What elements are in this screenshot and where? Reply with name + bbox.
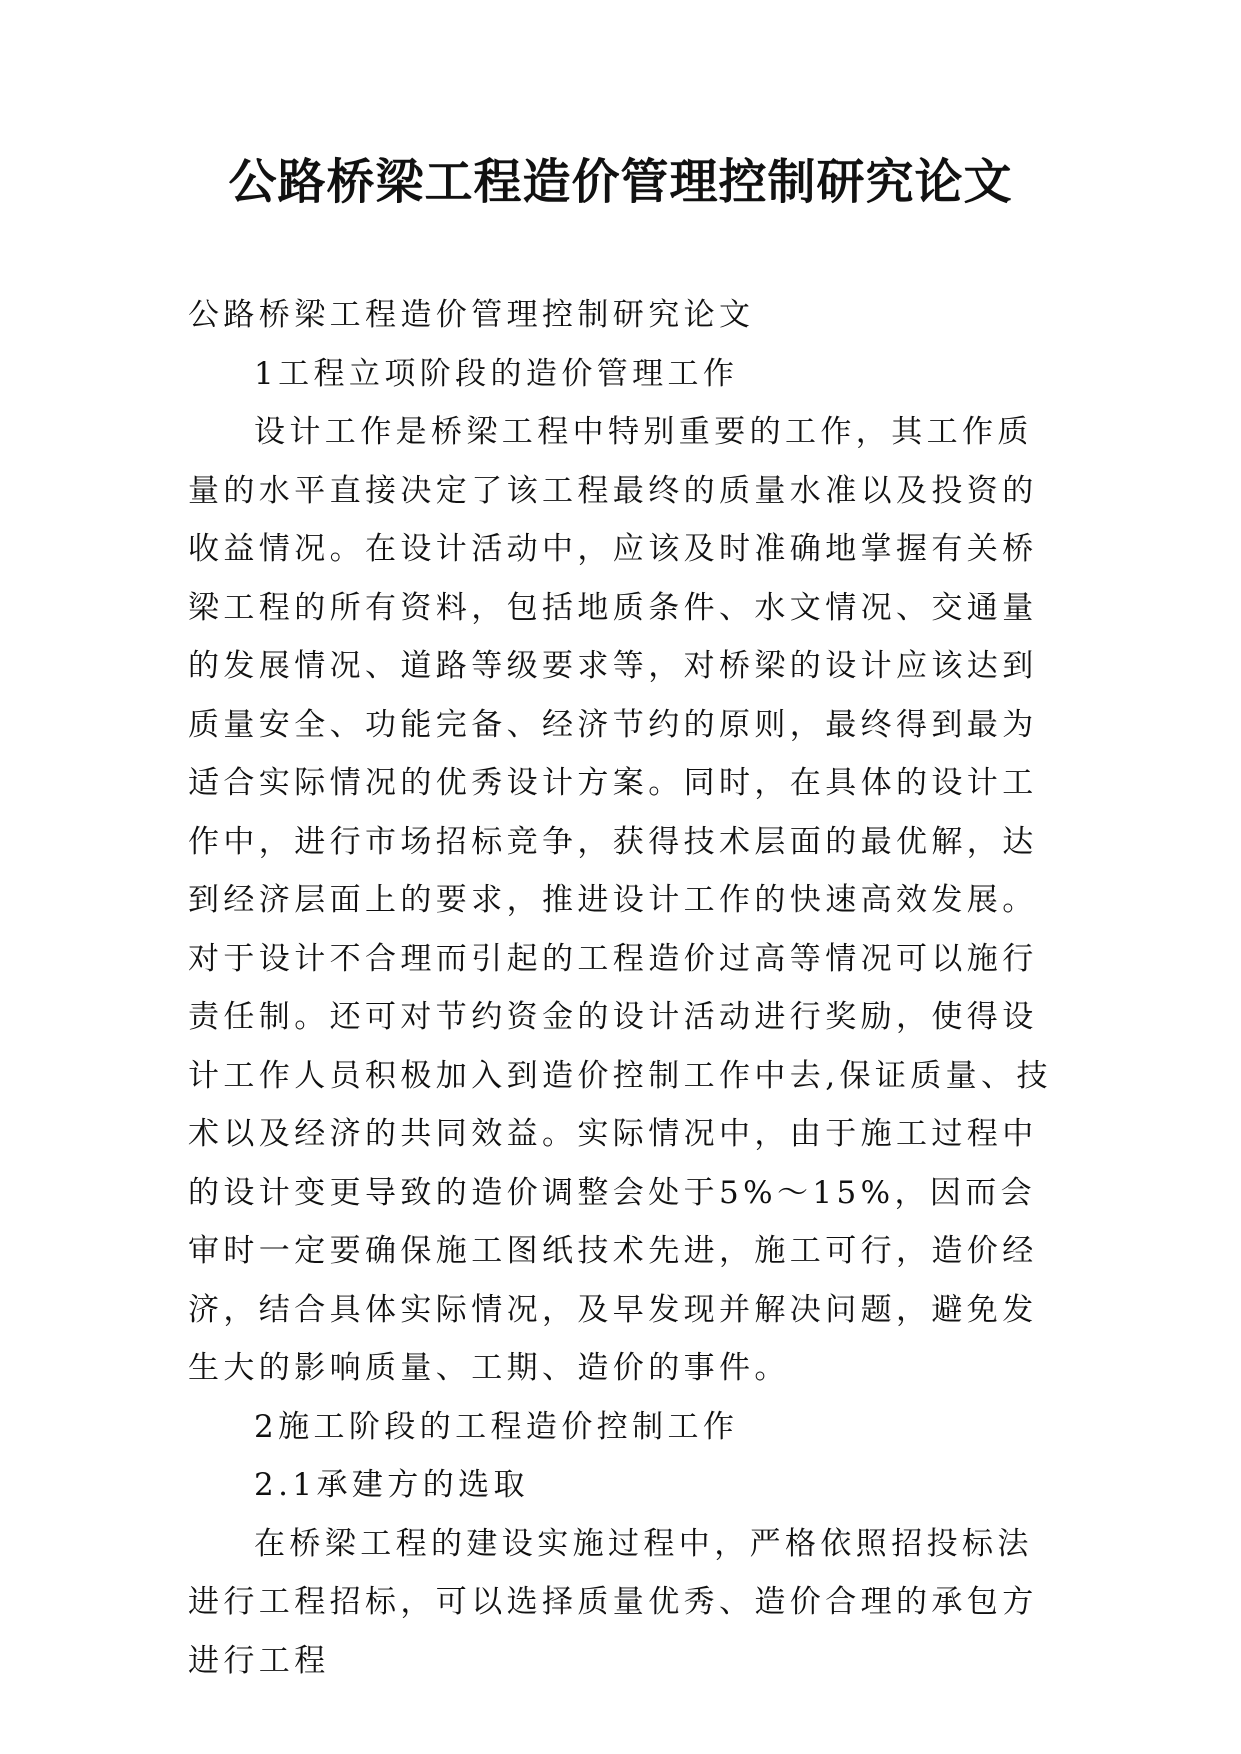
document-subtitle: 公路桥梁工程造价管理控制研究论文 [188, 297, 755, 333]
section-1-paragraph: 设计工作是桥梁工程中特别重要的工作，其工作质量的水平直接决定了该工程最终的质量水准以及投资的收益情况。在设计活动中，应该及时准确地掌握有关桥梁工程的所有资料，包括地质条件、水文情况、交通量的发展情况、道路等级要求等，对桥梁的设计应该达到质量安全、功能完备、经济节约的原则，最终得到最为适合实际情况的优秀设计方案。同时，在具体的设计工作中，进行市场招标竞争，获得技术层面的最优解，达到经济层面上的要求，推进设计工作的快速高效发展。对于设计不合理而引起的工程造价过高等情况可以施行责任制。还可对节约资金的设计活动进行奖励，使得设计工作人员积极加入到造价控制工作中去,保证质量、技术以及经济的共同效益。实际情况中，由于施工过程中的设计变更导致的造价调整会处于5%～15%，因而会审时一定要确保施工图纸技术先进，施工可行，造价经济，结合具体实际情况，及早发现并解决问题，避免发生大的影响质量、工期、造价的事件。 [188, 414, 1052, 1386]
section-2-1-paragraph: 在桥梁工程的建设实施过程中，严格依照招投标法进行工程招标，可以选择质量优秀、造价合理的承包方进行工程 [188, 1525, 1038, 1679]
section-2-1-heading: 2.1承建方的选取 [254, 1467, 529, 1503]
section-2-heading: 2施工阶段的工程造价控制工作 [254, 1408, 739, 1445]
section-1-heading: 1工程立项阶段的造价管理工作 [254, 355, 739, 392]
document-body [188, 286, 1068, 1690]
document-title: 公路桥梁工程造价管理控制研究论文 [228, 154, 1013, 210]
